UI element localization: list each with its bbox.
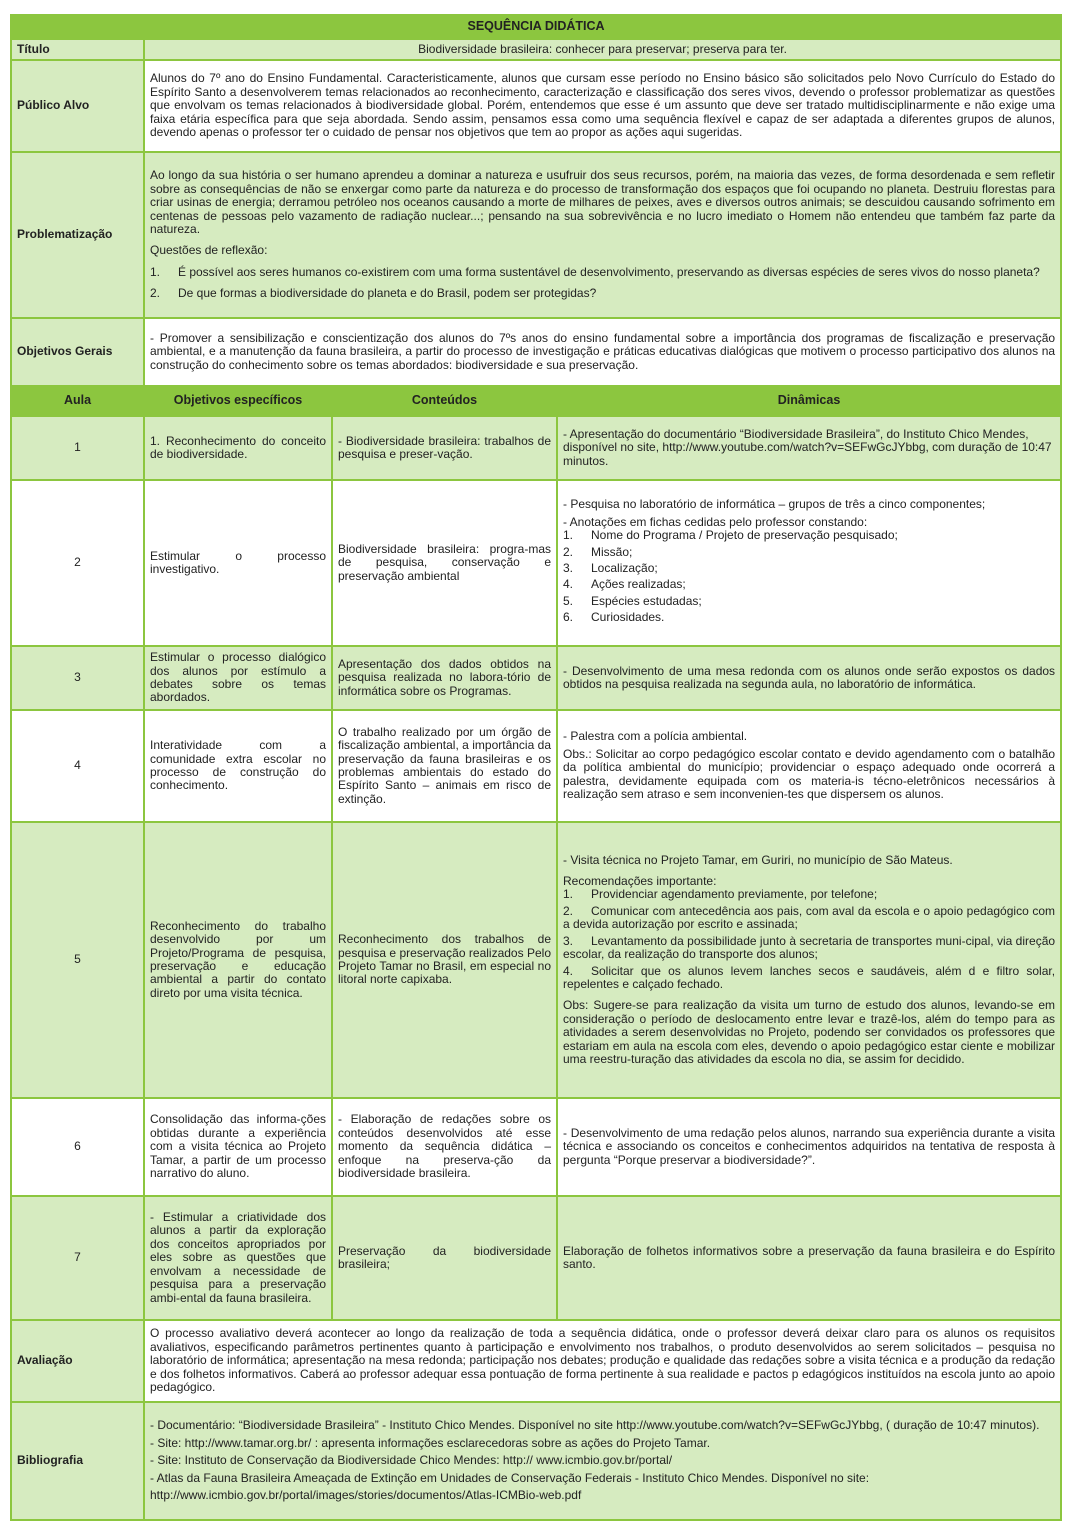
bibliografia-item: - Site: Instituto de Conservação da Biodiversidade Chico Mendes: http:// www.icmbio.gov.br/portal/ — [150, 1453, 673, 1468]
questao-item: 2. De que formas a biodiversidade do planeta e do Brasil, podem ser protegidas? — [150, 286, 597, 301]
bibliografia-item: http://www.icmbio.gov.br/portal/images/stories/documentos/Atlas-ICMBio-web.pdf — [150, 1488, 582, 1503]
aula-dinamica: - Apresentação do documentário “Biodiversidade Brasileira”, do Instituto Chico Mendes, disponível no site, http://www.youtube.com/watch?v=SEFwGcJYbbg, com duração de 10:47 minutos. — [557, 416, 1061, 480]
problematizacao-text: Ao longo da sua história o ser humano aprendeu a dominar a natureza e usufruir dos seus recursos, porém, na maioria das vezes, de forma desordenada e sem refletir sobre as consequências de não se enxergar como parte da natureza e do processo de transformação dos espaços que foi ocupando no planeta. Destruiu florestas para criar usinas de energia; derramou petróleo nos oceanos causando a morte de milhares de peixes, aves e diversos outros animais; se descuidou causando sofrimento em centenas de pessoas pelo vazamento de radiação nuclear...; pensando na sua sobrevivência e no lucro imediato o Homem não entendeu que também faz parte da natureza. — [150, 168, 1056, 236]
obs-text: Obs: Sugere-se para realização da visita um turno de estudo dos alunos, levando-se em consideração o período de deslocamento entre levar e trazê-los, além do tempo para as atividades a serem desenvolvidas no Projeto, podendo ser convidados os professores que estariam em aula na escola com eles, devendo o apoio pedagógico estar ciente e mobilizar uma reestru-turação das atividades da escola no dia, se assim for decidido. — [563, 998, 1056, 1066]
column-header-aula: Aula — [11, 386, 144, 416]
aula-dinamica: - Desenvolvimento de uma mesa redonda com os alunos onde serão expostos os dados obtidos na pesquisa realizada na segunda aula, no laboratório de informática. — [557, 646, 1061, 710]
publico-alvo-label: Público Alvo — [11, 60, 144, 152]
sequencia-didatica-table — [10, 14, 1062, 1521]
aula-conteudo: Reconhecimento dos trabalhos de pesquisa e preservação realizados Pelo Projeto Tamar no Brasil, em especial no litoral norte capixaba. — [332, 822, 557, 1098]
aula-conteudo: Apresentação dos dados obtidos na pesquisa realizada no labora-tório de informática sobre os Programas. — [332, 646, 557, 710]
list-item: 2. Missão; — [563, 544, 633, 559]
aula-number: 1 — [11, 416, 144, 480]
aula-conteudo: Biodiversidade brasileira: progra-mas de pesquisa, conservação e preservação ambiental — [332, 480, 557, 646]
aula-conteudo: - Biodiversidade brasileira: trabalhos de pesquisa e preser-vação. — [332, 416, 557, 480]
table-title: SEQUÊNCIA DIDÁTICA — [11, 15, 1061, 39]
list-item: 6. Curiosidades. — [563, 610, 665, 625]
column-header-conteudos: Conteúdos — [332, 386, 557, 416]
objetivos-gerais-value: - Promover a sensibilização e conscientização dos alunos do 7ºs anos do ensino fundamental sobre a importância dos programas de fiscalização e preservação ambiental, e a manutenção da fauna brasileira, a partir do processo de investigação e práticas educativas dialógicas que motivem o processo participativo dos alunos na construção do conhecimento sobre os temas abordados: biodiversidade e sua preservação. — [144, 318, 1061, 386]
column-header-objetivos: Objetivos específicos — [144, 386, 332, 416]
aula-dinamica: - Desenvolvimento de uma redação pelos alunos, narrando sua experiência durante a visita técnica e associando os conceitos e conhecimentos adquiridos na tentativa de resposta à pergunta “Porque preservar a biodiversidade?”. — [557, 1098, 1061, 1196]
list-item: 4. Ações realizadas; — [563, 577, 686, 592]
aula-conteudo: O trabalho realizado por um órgão de fiscalização ambiental, a importância da preservação da fauna brasileiras e os problemas ambientais do estado do Espírito Santo – animais em risco de extinção. — [332, 710, 557, 822]
aula-dinamica: - Pesquisa no laboratório de informática – grupos de três a cinco componentes; - Anotações em fichas cedidas pelo professor constando: 1. Nome do Programa / Projeto de preservação pesquisado; 2. Missão; 3. Localização; 4. Ações realizadas; 5. Espécies estudadas; 6. Curiosidades. — [557, 480, 1061, 646]
bibliografia-value — [144, 1402, 1061, 1520]
questoes-label: Questões de reflexão: — [150, 243, 268, 258]
problematizacao-label: Problematização — [11, 152, 144, 318]
aula-number: 2 — [11, 480, 144, 646]
list-item: 2. Comunicar com antecedência aos pais, com aval da escola e o apoio pedagógico com a devida autorização por escrito e assinada; — [563, 903, 1056, 932]
avaliacao-value: O processo avaliativo deverá acontecer ao longo da realização de toda a sequência didática, onde o professor deverá deixar claro para os alunos os requisitos avaliativos, especificando parâmetros pertinentes quanto à participação e envolvimento nos trabalhos, o produto desenvolvidos ao serem solicitados – pesquisa no laboratório de informática; apresentação na mesa redonda; participação nos debates; produção e qualidade das redações sobre a visita técnica e a produção da redação e dos folhetos informativos. Caberá ao professor adequar essa pontuação de forma pertinente à sua realidade e pactos p edagógicos instituídos na escola junto ao apoio pedagógico. — [144, 1320, 1061, 1402]
list-item: 3. Levantamento da possibilidade junto à secretaria de transportes muni-cipal, via direção escolar, da realização do transporte dos alunos; — [563, 933, 1056, 962]
aula-number: 6 — [11, 1098, 144, 1196]
recomendacoes-list — [563, 888, 1055, 991]
aula-objetivo: Consolidação das informa-ções obtidas durante a experiência com a visita técnica ao Projeto Tamar, a partir de um processo narrativo do aluno. — [144, 1098, 332, 1196]
titulo-label: Título — [11, 39, 144, 60]
list-item: 1. Providenciar agendamento previamente, por telefone; — [563, 887, 878, 902]
aula-dinamica: - Palestra com a polícia ambiental. Obs.: Solicitar ao corpo pedagógico escolar contato e devido agendamento com o batalhão da política ambiental do município; providenciar o espaço adequado onde ocorrerá a palestra, devidamente equipada com os materia-is técno-eletrônicos necessários à realização sem atraso e sem inconvenien-tes que dispersem os alunos. — [557, 710, 1061, 822]
aula-conteudo: Preservação da biodiversidade brasileira; — [332, 1196, 557, 1320]
bibliografia-item: - Atlas da Fauna Brasileira Ameaçada de Extinção em Unidades de Conservação Federais - Instituto Chico Mendes. Disponível no site: — [150, 1470, 870, 1485]
list-item: 1. Nome do Programa / Projeto de preservação pesquisado; — [563, 528, 898, 543]
bibliografia-item: - Site: http://www.tamar.org.br/ : apresenta informações esclarecedoras sobre as ações do Projeto Tamar. — [150, 1435, 711, 1450]
list-item: 3. Localização; — [563, 561, 658, 575]
aula-number: 7 — [11, 1196, 144, 1320]
list-item: 4. Solicitar que os alunos levem lanches secos e saudáveis, além d e filtro solar, repelentes e calçado fechado. — [563, 963, 1056, 991]
aula-objetivo: Interatividade com a comunidade extra escolar no processo de construção do conhecimento. — [144, 710, 332, 822]
column-header-dinamicas: Dinâmicas — [557, 386, 1061, 416]
titulo-value: Biodiversidade brasileira: conhecer para preservar; preserva para ter. — [144, 39, 1061, 60]
questao-item: 1. É possível aos seres humanos co-existirem com uma forma sustentável de desenvolvimento, preservando as diversas espécies de seres vivos do nosso planeta? — [150, 264, 1040, 279]
objetivos-gerais-label: Objetivos Gerais — [11, 318, 144, 386]
aula-number: 4 — [11, 710, 144, 822]
obs-text: Obs.: Solicitar ao corpo pedagógico escolar contato e devido agendamento com o batalhão da política ambiental do município; providenciar o espaço adequado onde ocorrerá a palestra, devidamente equipada com os materia-is técno-eletrônicos necessários à realização sem atraso e sem inconvenien-tes que dispersem os alunos. — [563, 746, 1056, 802]
aula-objetivo: Estimular o processo dialógico dos alunos por estímulo a debates sobre os temas abordados. — [144, 646, 332, 710]
aula-objetivo: 1. Reconhecimento do conceito de biodiversidade. — [144, 416, 332, 480]
aula-dinamica: - Visita técnica no Projeto Tamar, em Guriri, no município de São Mateus. Recomendações importante: 1. Providenciar agendamento previamente, por telefone; 2. Comunicar com antecedência aos pais, com aval da escola e o apoio pedagógico com a devida autorização por escrito e assinada; 3. Levantamento da possibilidade junto à secretaria de transportes muni-cipal, via direção escolar, da realização do transporte dos alunos; 4. Solicitar que os alunos levem lanches secos e saudáveis, além d e filtro solar, repelentes e calçado fechado. Obs: Sugere-se para realização da visita um turno de estudo dos alunos, levando-se em consideração o período de deslocamento entre levar e trazê-los, além do tempo para as atividades a serem desenvolvidas no Projeto, podendo ser convidados os professores que estariam em aula na escola com eles, devendo o apoio pedagógico estar ciente e mobilizar uma reestru-turação das atividades da escola no dia, se assim for decidido. — [557, 822, 1061, 1098]
aula-conteudo: - Elaboração de redações sobre os conteúdos desenvolvidos até esse momento da sequência didática – enfoque na preserva-ção da biodiversidade brasileira. — [332, 1098, 557, 1196]
problematizacao-value — [144, 152, 1061, 318]
aula-objetivo: - Estimular a criatividade dos alunos a partir da exploração dos conceitos apropriados por eles sobre as questões que envolvam a necessidade de pesquisa para a preservação ambi-ental da fauna brasileira. — [144, 1196, 332, 1320]
aula-number: 5 — [11, 822, 144, 1098]
publico-alvo-value: Alunos do 7º ano do Ensino Fundamental. Caracteristicamente, alunos que cursam esse período no Ensino básico são solicitados pelo Novo Currículo do Estado do Espírito Santo a desenvolverem temas relacionados ao reconhecimento, caracterização e classificação dos seres vivos, devendo o professor problematizar as questões que envolvam os temas relacionados à biodiversidade global. Porém, entendemos que esse é um assunto que deve ser tratado multidisciplinarmente e não exige uma faixa etária específica para que seja abordada. Sendo assim, pensamos essa como uma sequência flexível e capaz de ser adaptada a diferentes grupos de alunos, devendo apenas o professor ter o cuidado de pensar nos objetivos que tem ao propor as ações aqui sugeridas. — [144, 60, 1061, 152]
aula-dinamica: Elaboração de folhetos informativos sobre a preservação da fauna brasileira e do Espírito santo. — [557, 1196, 1061, 1320]
document — [10, 14, 1060, 1521]
dinamica-list — [563, 529, 1055, 624]
aula-objetivo: Reconhecimento do trabalho desenvolvido por um Projeto/Programa de pesquisa, preservação e educação ambiental a partir do contato direto por uma visita técnica. — [144, 822, 332, 1098]
bibliografia-item: - Documentário: “Biodiversidade Brasileira” - Instituto Chico Mendes. Disponível no site http://www.youtube.com/watch?v=SEFwGcJYbbg, ( duração de 10:47 minutos). — [150, 1418, 1040, 1433]
aula-number: 3 — [11, 646, 144, 710]
avaliacao-label: Avaliação — [11, 1320, 144, 1402]
list-item: 5. Espécies estudadas; — [563, 593, 702, 608]
bibliografia-label: Bibliografia — [11, 1402, 144, 1520]
aula-objetivo: Estimular o processo investigativo. — [144, 480, 332, 646]
